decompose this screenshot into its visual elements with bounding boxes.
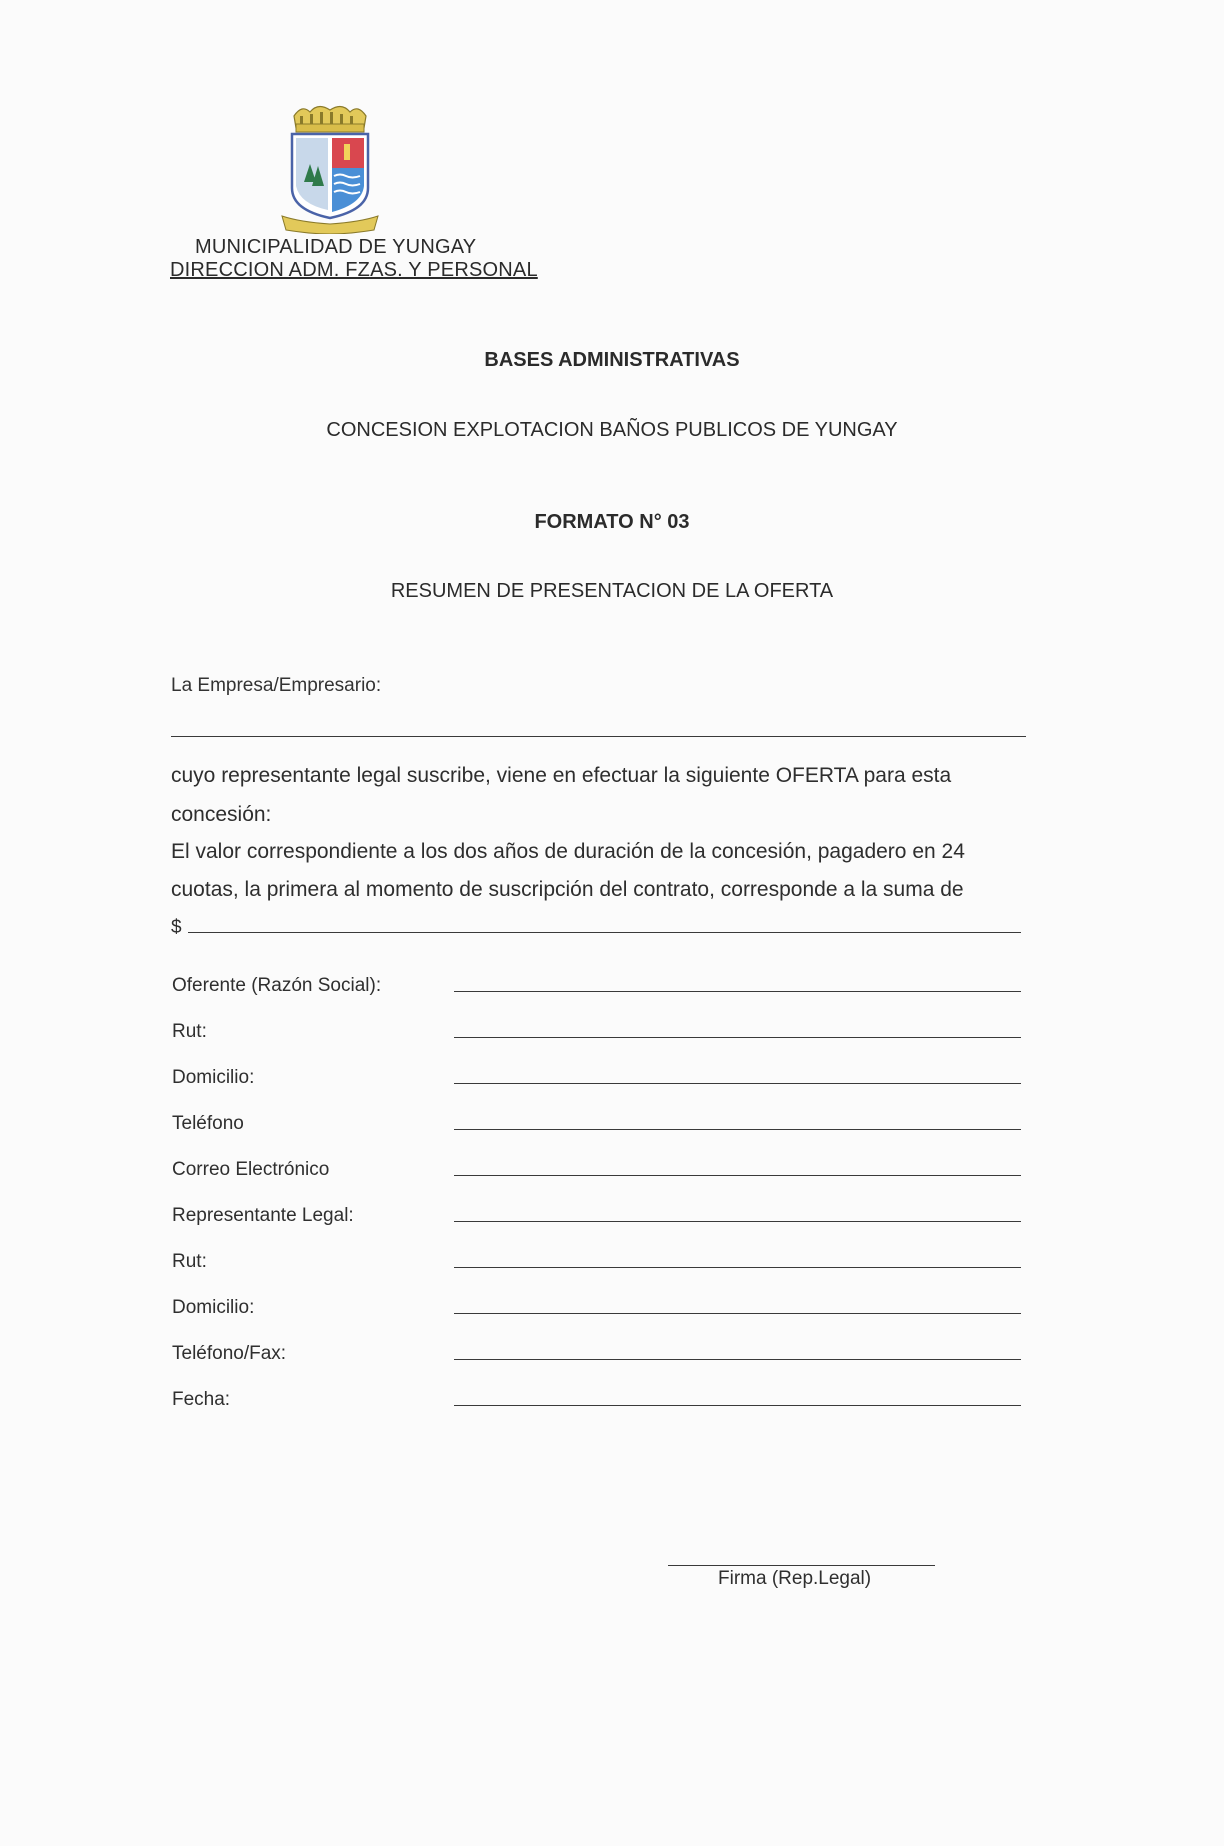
municipal-crest-logo [280, 102, 380, 234]
format-number: FORMATO N° 03 [534, 511, 690, 533]
field-label: Teléfono [172, 1113, 244, 1134]
offer-text-line-3: El valor correspondiente a los dos años de duración de la concesión, pagadero en 24 [171, 840, 965, 863]
field-input-line[interactable] [454, 1037, 1021, 1038]
field-input-line[interactable] [454, 1405, 1021, 1406]
field-label: Rut: [172, 1021, 207, 1042]
field-label: Domicilio: [172, 1297, 255, 1318]
field-input-line[interactable] [454, 1313, 1021, 1314]
document-title: BASES ADMINISTRATIVAS [484, 349, 740, 371]
field-input-line[interactable] [454, 1221, 1021, 1222]
field-label: Correo Electrónico [172, 1159, 330, 1180]
field-input-line[interactable] [454, 1129, 1021, 1130]
field-label: Fecha: [172, 1389, 231, 1410]
offer-text-line-1: cuyo representante legal suscribe, viene en efectuar la siguiente OFERTA para esta [171, 764, 952, 787]
department-name: DIRECCION ADM. FZAS. Y PERSONAL [170, 259, 538, 281]
offer-text-line-2: concesión: [171, 803, 272, 826]
field-input-line[interactable] [454, 1175, 1021, 1176]
field-input-line[interactable] [454, 1359, 1021, 1360]
field-label: Teléfono/Fax: [172, 1343, 287, 1364]
currency-symbol: $ [171, 917, 182, 938]
field-label: Oferente (Razón Social): [172, 975, 382, 996]
organization-name: MUNICIPALIDAD DE YUNGAY [195, 236, 477, 258]
section-heading: RESUMEN DE PRESENTACION DE LA OFERTA [390, 580, 834, 602]
company-input-line[interactable] [171, 736, 1026, 738]
field-label: Domicilio: [172, 1067, 255, 1088]
offer-text-line-4: cuotas, la primera al momento de suscripción del contrato, corresponde a la suma de [171, 878, 964, 901]
field-input-line[interactable] [454, 1267, 1021, 1268]
field-label: Representante Legal: [172, 1205, 354, 1226]
field-input-line[interactable] [454, 1083, 1021, 1084]
field-input-line[interactable] [454, 991, 1021, 992]
amount-input-line[interactable] [188, 932, 1021, 934]
signature-label: Firma (Rep.Legal) [718, 1568, 872, 1589]
field-label: Rut: [172, 1251, 207, 1272]
signature-line[interactable] [668, 1565, 935, 1566]
company-label: La Empresa/Empresario: [171, 675, 382, 696]
document-subtitle: CONCESION EXPLOTACION BAÑOS PUBLICOS DE YUNGAY [326, 419, 898, 441]
